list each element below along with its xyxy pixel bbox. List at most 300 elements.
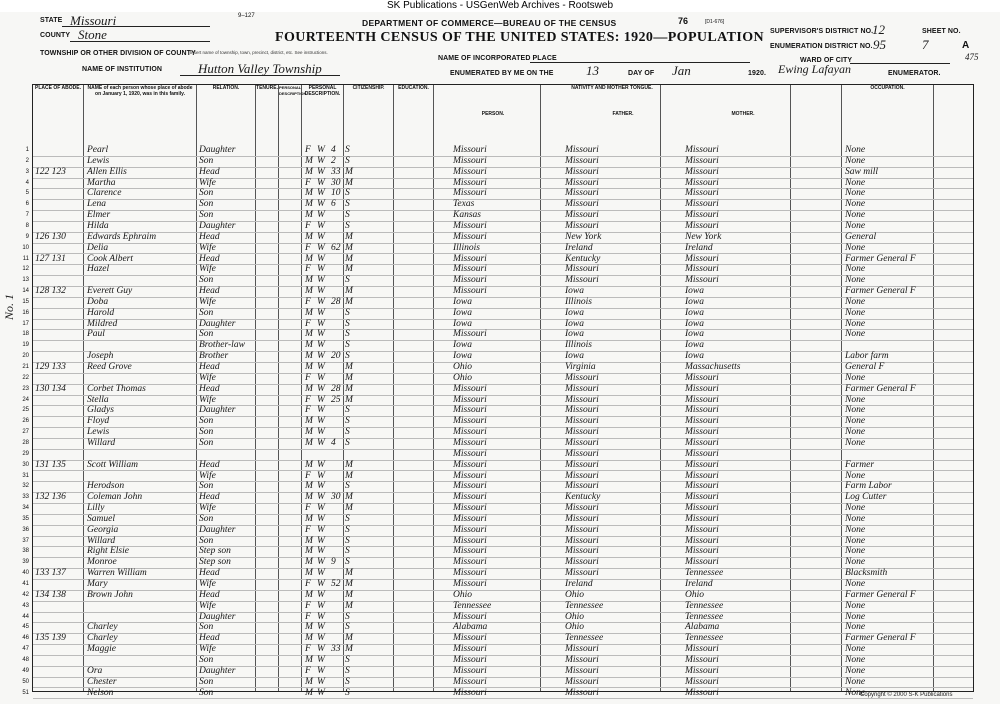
cell-dwelling <box>35 677 81 688</box>
cell-age <box>331 340 343 351</box>
incorporated-place-label: NAME OF INCORPORATED PLACE <box>438 55 557 62</box>
cell-rel: Son <box>199 307 214 318</box>
cell-fbp: Ireland <box>565 579 593 589</box>
cell-fbp: Missouri <box>565 264 599 275</box>
cell-bp: Missouri <box>453 524 487 535</box>
cell-mar: M <box>345 579 353 589</box>
cell-age <box>331 460 343 471</box>
cell-race: W <box>317 459 325 470</box>
county-label: COUNTY <box>40 32 71 39</box>
department: DEPARTMENT OF COMMERCE—BUREAU OF THE CENSUS <box>362 18 617 28</box>
cell-sex: M <box>305 546 313 557</box>
col-father: FATHER. <box>612 111 634 117</box>
cell-race: W <box>317 318 325 329</box>
cell-name: Everett Guy <box>87 286 133 297</box>
cell-fbp: Missouri <box>565 524 599 535</box>
cell-mar: S <box>345 481 350 492</box>
cell-fbp: Missouri <box>565 145 599 155</box>
cell-mbp: Missouri <box>685 524 719 535</box>
cell-rel: Son <box>199 437 214 448</box>
cell-race: W <box>317 622 325 633</box>
cell-name: Willard <box>87 437 116 448</box>
cell-name: Scott William <box>87 459 138 470</box>
cell-rel: Wife <box>199 394 216 405</box>
cell-rel: Head <box>199 633 220 644</box>
cell-sex: M <box>305 481 313 492</box>
cell-sex: F <box>305 372 311 383</box>
cell-dwelling <box>35 688 81 699</box>
cell-bp: Iowa <box>453 351 472 362</box>
cell-mar: S <box>345 405 350 416</box>
cell-n: 19 <box>22 342 29 349</box>
cell-age: 33 <box>331 644 341 655</box>
cell-dwelling <box>35 471 81 482</box>
cell-mar: M <box>345 600 353 611</box>
cell-sex: M <box>305 286 313 297</box>
cell-bp: Iowa <box>453 340 472 351</box>
cell-age <box>331 427 343 438</box>
cell-sex: M <box>305 589 313 600</box>
cell-fbp: Iowa <box>565 286 584 297</box>
cell-age: 30 <box>331 492 341 503</box>
cell-rel: Step son <box>199 557 231 568</box>
cell-rel: Son <box>199 416 214 427</box>
cell-dwelling <box>35 644 81 655</box>
cell-fbp: Illinois <box>565 296 592 307</box>
cell-sex: M <box>305 687 313 698</box>
cell-occ: Farmer General F <box>845 633 916 644</box>
cell-occ: None <box>845 644 866 655</box>
cell-sex: M <box>305 383 313 394</box>
cell-bp: Missouri <box>453 503 487 514</box>
cell-mbp: Iowa <box>685 307 704 318</box>
cell-sex: M <box>305 568 313 579</box>
cell-n: 45 <box>22 624 29 631</box>
cell-race: W <box>317 307 325 318</box>
cell-sex: M <box>305 492 313 503</box>
cell-fbp: Missouri <box>565 665 599 676</box>
cell-mar: M <box>345 568 353 579</box>
cell-n: 6 <box>25 201 29 208</box>
cell-n: 41 <box>22 581 29 587</box>
cell-race: W <box>317 231 325 242</box>
cell-mar: S <box>345 524 350 535</box>
enumerator-label: ENUMERATOR. <box>888 70 941 77</box>
cell-race: W <box>317 210 325 221</box>
institution-value: Hutton Valley Township <box>198 61 322 76</box>
cell-fbp: Missouri <box>565 535 599 546</box>
cell-mbp: Missouri <box>685 481 719 492</box>
cell-age: 9 <box>331 557 336 568</box>
township-label: TOWNSHIP OR OTHER DIVISION OF COUNTY <box>40 50 196 57</box>
cell-dwelling <box>35 199 81 210</box>
cell-mar: S <box>345 416 350 427</box>
cell-rel <box>199 449 255 460</box>
cell-bp: Tennessee <box>453 600 492 611</box>
cell-occ: None <box>845 665 866 676</box>
cell-mar: M <box>345 383 353 394</box>
cell-sex: M <box>305 155 313 166</box>
cell-sex: M <box>305 513 313 524</box>
enumeration-district-value: 95 <box>873 37 886 52</box>
cell-dwelling <box>35 308 81 319</box>
cell-race: W <box>317 644 325 655</box>
cell-rel: Son <box>199 155 214 166</box>
cell-rel: Head <box>199 568 220 579</box>
cell-n: 21 <box>22 364 29 370</box>
cell-fbp: Missouri <box>565 177 599 188</box>
cell-age <box>331 601 343 612</box>
cell-race: W <box>317 188 325 199</box>
institution-label: NAME OF INSTITUTION <box>82 66 163 73</box>
cell-mar: M <box>345 633 353 644</box>
cell-mbp: Tennessee <box>685 633 724 644</box>
cell-age <box>331 612 343 623</box>
cell-n: 31 <box>22 472 29 479</box>
cell-n: 1 <box>25 147 29 153</box>
cell-n: 18 <box>22 331 29 338</box>
cell-race: W <box>317 394 325 405</box>
cell-mbp: Missouri <box>685 546 719 557</box>
cell-occ: None <box>845 177 866 188</box>
cell-occ: None <box>845 155 866 166</box>
cell-mbp: Missouri <box>685 470 719 481</box>
cell-rel: Daughter <box>199 405 236 416</box>
cell-n: 5 <box>25 190 29 197</box>
cell-fbp: Missouri <box>565 275 599 286</box>
cell-race: W <box>317 546 325 557</box>
cell-sex: F <box>305 220 311 231</box>
cell-fbp: Missouri <box>565 220 599 231</box>
cell-name <box>87 449 195 460</box>
cell-dwelling <box>35 438 81 449</box>
cell-age <box>331 568 343 579</box>
cell-mar: M <box>345 492 353 503</box>
cell-fbp: Missouri <box>565 459 599 470</box>
cell-race: W <box>317 220 325 231</box>
cell-mar: M <box>345 589 353 600</box>
cell-occ: None <box>845 513 866 524</box>
cell-fbp: New York <box>565 231 602 242</box>
cell-bp: Missouri <box>453 644 487 655</box>
cell-mbp: Missouri <box>685 188 719 199</box>
cell-name: Maggie <box>87 644 117 655</box>
cell-mbp: Iowa <box>685 329 704 340</box>
cell-mbp: Missouri <box>685 220 719 231</box>
cell-mbp: Missouri <box>685 665 719 676</box>
cell-dwelling <box>35 536 81 547</box>
cell-rel: Brother <box>199 351 229 362</box>
cell-rel: Wife <box>199 503 216 514</box>
cell-rel: Daughter <box>199 318 236 329</box>
cell-mar: S <box>345 318 350 329</box>
cell-name: Reed Grove <box>87 362 132 372</box>
cell-sex: M <box>305 437 313 448</box>
cell-bp: Missouri <box>453 405 487 416</box>
cell-n: 24 <box>22 396 29 403</box>
cell-rel: Son <box>199 687 214 698</box>
cell-bp: Missouri <box>453 459 487 470</box>
margin-stamp-top: 475 <box>965 52 979 62</box>
cell-fbp: Missouri <box>565 155 599 166</box>
cell-dwelling <box>35 221 81 232</box>
cell-sex: M <box>305 253 313 264</box>
cell-name: Lewis <box>87 427 110 438</box>
cell-race: W <box>317 557 325 568</box>
cell-occ: None <box>845 622 866 633</box>
cell-name: Charley <box>87 633 118 644</box>
cell-rel: Wife <box>199 177 216 188</box>
cell-occ: None <box>845 275 866 286</box>
cell-age: 30 <box>331 177 341 188</box>
cell-age: 33 <box>331 166 341 177</box>
cell-fbp: Virginia <box>565 362 596 372</box>
cell-occ: None <box>845 318 866 329</box>
cell-dwelling <box>35 525 81 536</box>
cell-mar: M <box>345 503 353 514</box>
cell-bp: Missouri <box>453 579 487 589</box>
cell-mar: S <box>345 329 350 340</box>
cell-rel: Head <box>199 589 220 600</box>
cell-mbp: Ohio <box>685 589 704 600</box>
cell-mar: S <box>345 546 350 557</box>
cell-sex: M <box>305 166 313 177</box>
cell-bp: Missouri <box>453 633 487 644</box>
cell-occ: None <box>845 611 866 622</box>
cell-name: Joseph <box>87 351 114 362</box>
cell-bp: Missouri <box>453 687 487 698</box>
cell-mar: S <box>345 427 350 438</box>
cell-n: 9 <box>25 233 29 240</box>
cell-name: Warren William <box>87 568 147 579</box>
cell-age <box>331 449 343 460</box>
cell-rel: Son <box>199 199 214 210</box>
cell-mbp: Missouri <box>685 687 719 698</box>
cell-sex: M <box>305 210 313 221</box>
cell-race: W <box>317 503 325 514</box>
cell-age: 62 <box>331 242 341 253</box>
cell-race: W <box>317 492 325 503</box>
cell-name: Willard <box>87 535 116 546</box>
cell-age <box>331 319 343 330</box>
cell-age <box>331 525 343 536</box>
cell-dwelling <box>35 601 81 612</box>
cell-name: Stella <box>87 394 109 405</box>
cell-dwelling <box>35 514 81 525</box>
cell-rel: Wife <box>199 644 216 655</box>
cell-n: 38 <box>22 548 29 555</box>
cell-dwelling <box>35 351 81 362</box>
table-row <box>22 687 973 700</box>
cell-race: W <box>317 589 325 600</box>
cell-dwelling <box>35 319 81 330</box>
cell-dwelling: 129 133 <box>35 362 66 372</box>
cell-rel: Son <box>199 676 214 687</box>
cell-fbp: Kentucky <box>565 253 601 264</box>
cell-bp: Missouri <box>453 329 487 340</box>
cell-sex: F <box>305 296 311 307</box>
cell-bp: Missouri <box>453 557 487 568</box>
cell-occ: None <box>845 145 866 155</box>
cell-dwelling <box>35 156 81 167</box>
cell-sex: F <box>305 177 311 188</box>
cell-mar: S <box>345 687 350 698</box>
cell-age <box>331 362 343 373</box>
cell-rel: Wife <box>199 242 216 253</box>
cell-rel: Wife <box>199 264 216 275</box>
cell-age: 25 <box>331 394 341 405</box>
cell-race: W <box>317 524 325 535</box>
cell-rel: Head <box>199 286 220 297</box>
cell-mbp: Alabama <box>685 622 720 633</box>
cell-occ: Labor farm <box>845 351 889 362</box>
cell-name: Herodson <box>87 481 125 492</box>
cell-age <box>331 232 343 243</box>
cell-n: 32 <box>22 483 29 490</box>
cell-fbp: Iowa <box>565 351 584 362</box>
cell-rel: Son <box>199 622 214 633</box>
cell-mbp: Missouri <box>685 394 719 405</box>
cell-age: 6 <box>331 199 336 210</box>
cell-mbp: Missouri <box>685 383 719 394</box>
supervisor-label: SUPERVISOR'S DISTRICT NO. <box>770 28 874 35</box>
cell-name: Chester <box>87 676 117 687</box>
page-number: 76 <box>678 16 689 26</box>
cell-sex: M <box>305 654 313 665</box>
cell-mbp: Missouri <box>685 145 719 155</box>
cell-sex: M <box>305 459 313 470</box>
cell-occ: None <box>845 557 866 568</box>
cell-mbp: Missouri <box>685 448 719 459</box>
state-label: STATE <box>40 17 63 24</box>
cell-age <box>331 254 343 265</box>
cell-mbp: Missouri <box>685 405 719 416</box>
cell-occ: None <box>845 654 866 665</box>
cell-bp: Missouri <box>453 188 487 199</box>
cell-mbp: Massachusetts <box>685 362 741 372</box>
cell-race: W <box>317 416 325 427</box>
cell-rel: Brother-law <box>199 340 245 351</box>
cell-fbp: Ohio <box>565 622 584 633</box>
form-code: [D1-676] <box>705 19 725 25</box>
cell-mbp: Missouri <box>685 264 719 275</box>
cell-occ: None <box>845 600 866 611</box>
cell-mar: S <box>345 535 350 546</box>
cell-name: Corbet Thomas <box>87 383 146 394</box>
cell-fbp: Missouri <box>565 405 599 416</box>
cell-dwelling <box>35 481 81 492</box>
cell-occ: None <box>845 188 866 199</box>
cell-age <box>331 416 343 427</box>
supervisor-value: 12 <box>872 22 885 37</box>
cell-n: 10 <box>22 244 29 251</box>
cell-bp: Illinois <box>453 242 480 253</box>
cell-n: 50 <box>22 678 29 685</box>
cell-rel: Wife <box>199 600 216 611</box>
cell-mbp: Missouri <box>685 459 719 470</box>
cell-age <box>331 536 343 547</box>
cell-bp: Ohio <box>453 362 472 372</box>
cell-bp: Missouri <box>453 383 487 394</box>
cell-dwelling <box>35 655 81 666</box>
cell-mar: M <box>345 394 353 405</box>
cell-name: Harold <box>87 307 115 318</box>
cell-fbp: Ireland <box>565 242 593 253</box>
cell-mar: S <box>345 155 350 166</box>
cell-bp: Missouri <box>453 676 487 687</box>
cell-sex: M <box>305 307 313 318</box>
cell-mar: M <box>345 362 353 372</box>
cell-dwelling <box>35 449 81 460</box>
cell-n: 2 <box>25 157 29 164</box>
cell-name <box>87 601 195 612</box>
cell-age <box>331 633 343 644</box>
cell-dwelling <box>35 666 81 677</box>
cell-occ: None <box>845 437 866 448</box>
cell-dwelling: 135 139 <box>35 633 66 644</box>
cell-occ: None <box>845 503 866 514</box>
cell-mbp: Missouri <box>685 535 719 546</box>
cell-dwelling: 122 123 <box>35 166 66 177</box>
cell-sex: F <box>305 405 311 416</box>
cell-race: W <box>317 383 325 394</box>
cell-fbp: Missouri <box>565 557 599 568</box>
county-value: Stone <box>78 27 107 42</box>
cell-race: W <box>317 264 325 275</box>
cell-name: Charley <box>87 622 118 633</box>
cell-bp: Missouri <box>453 286 487 297</box>
cell-mbp: Missouri <box>685 427 719 438</box>
cell-bp: Missouri <box>453 437 487 448</box>
cell-occ: None <box>845 199 866 210</box>
cell-sex: M <box>305 329 313 340</box>
cell-dwelling <box>35 503 81 514</box>
cell-n: 48 <box>22 656 29 663</box>
cell-mar: S <box>345 622 350 633</box>
cell-race: W <box>317 568 325 579</box>
cell-bp: Iowa <box>453 307 472 318</box>
cell-bp: Missouri <box>453 546 487 557</box>
cell-sex: F <box>305 503 311 514</box>
cell-occ: Farmer General F <box>845 383 916 394</box>
cell-dwelling: 134 138 <box>35 589 66 600</box>
cell-mbp: New York <box>685 231 722 242</box>
cell-fbp: Missouri <box>565 448 599 459</box>
cell-fbp: Missouri <box>565 644 599 655</box>
cell-dwelling <box>35 188 81 199</box>
cell-race: W <box>317 687 325 698</box>
cell-occ: None <box>845 427 866 438</box>
cell-occ: None <box>845 242 866 253</box>
cell-bp: Alabama <box>453 622 488 633</box>
cell-dwelling: 128 132 <box>35 286 66 297</box>
cell-bp: Kansas <box>453 210 481 221</box>
cell-bp: Missouri <box>453 220 487 231</box>
cell-name <box>87 373 195 384</box>
cell-race: W <box>317 579 325 589</box>
cell-dwelling <box>35 275 81 286</box>
cell-occ: None <box>845 524 866 535</box>
cell-sex: M <box>305 427 313 438</box>
cell-race: W <box>317 199 325 210</box>
cell-name: Doba <box>87 296 109 307</box>
cell-rel: Head <box>199 362 220 372</box>
cell-fbp: Missouri <box>565 166 599 177</box>
cell-sex: F <box>305 242 311 253</box>
cell-bp: Missouri <box>453 155 487 166</box>
cell-race <box>317 449 329 460</box>
day-of-label: DAY OF <box>628 70 655 77</box>
